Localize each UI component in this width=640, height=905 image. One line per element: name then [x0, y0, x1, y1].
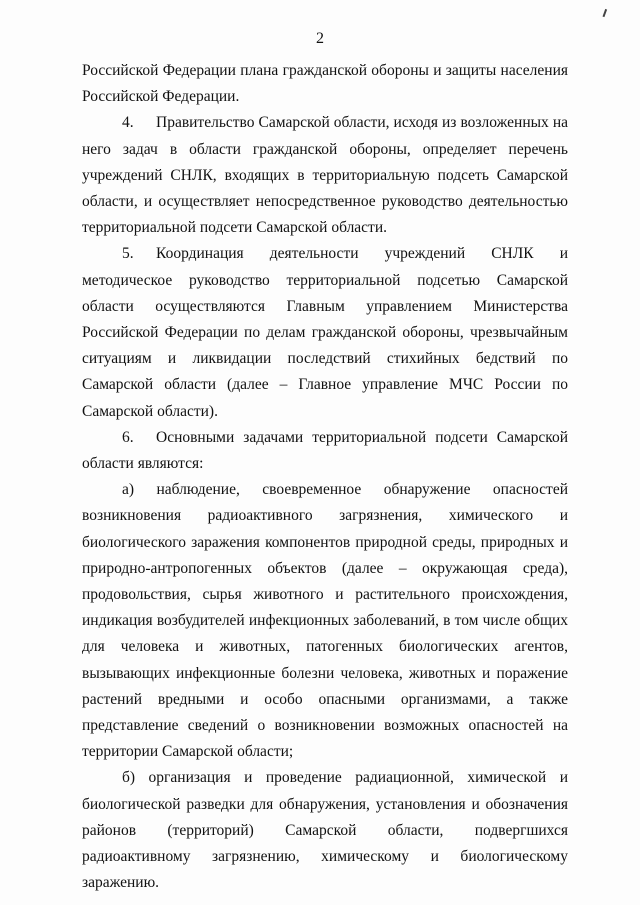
subitem-b [82, 765, 568, 896]
paragraph-text: Основными задачами территориальной подсети Самарской области являются: [82, 428, 568, 473]
paragraph-continuation [82, 58, 568, 110]
paragraph-number: 6. [122, 428, 134, 446]
paragraph-number: 5. [122, 245, 134, 263]
paragraph-item-6 [82, 425, 568, 477]
paragraph-text: Координация деятельности учреждений СНЛК и методическое руководство территориальной подсетью Самарской области осуществляются Главным управлением Министерства Российской Федерации по делам гражданской обороны, чрезвычайным ситуациям и ликвидации последствий стихийных бедствий по Самарской области (далее – Главное управление МЧС России по Самарской области). [82, 245, 568, 420]
document-body [82, 58, 568, 897]
paragraph-item-5 [82, 241, 568, 424]
paragraph-number: 4. [122, 114, 134, 132]
scan-mark [597, 7, 607, 17]
paragraph-text: Правительство Самарской области, исходя из возложенных на него задач в области гражданской обороны, определяет перечень учреждений СНЛК, входящих в территориальную подсеть Самарской области, и осуществляет непосредственное руководство деятельностью территориальной подсети Самарской области. [82, 114, 568, 237]
paragraph-text: а) наблюдение, своевременное обнаружение опасностей возникновения радиоактивного загрязнения, химического и биологического заражения компонентов природной среды, природных и природно-антропогенных объектов (далее – окружающая среда), продовольствия, сырья животного и растительного происхождения, индикация возбудителей инфекционных заболеваний, в том числе общих для человека и животных, патогенных биологических агентов, вызывающих инфекционные болезни человека, животных и поражение растений вредными и особо опасными организмами, а также представление сведений о возникновении возможных опасностей на территории Самарской области; [82, 481, 568, 761]
subitem-a [82, 477, 568, 765]
paragraph-item-4 [82, 110, 568, 241]
paragraph-text: б) организация и проведение радиационной, химической и биологической разведки для обнаружения, установления и обозначения районов (территорий) Самарской области, подвергшихся радиоактивному загрязнению, химическому и биологическому заражению. [82, 769, 568, 892]
page-number: 2 [316, 30, 324, 47]
paragraph-text: Российской Федерации плана гражданской обороны и защиты населения Российской Федерации. [82, 62, 568, 106]
